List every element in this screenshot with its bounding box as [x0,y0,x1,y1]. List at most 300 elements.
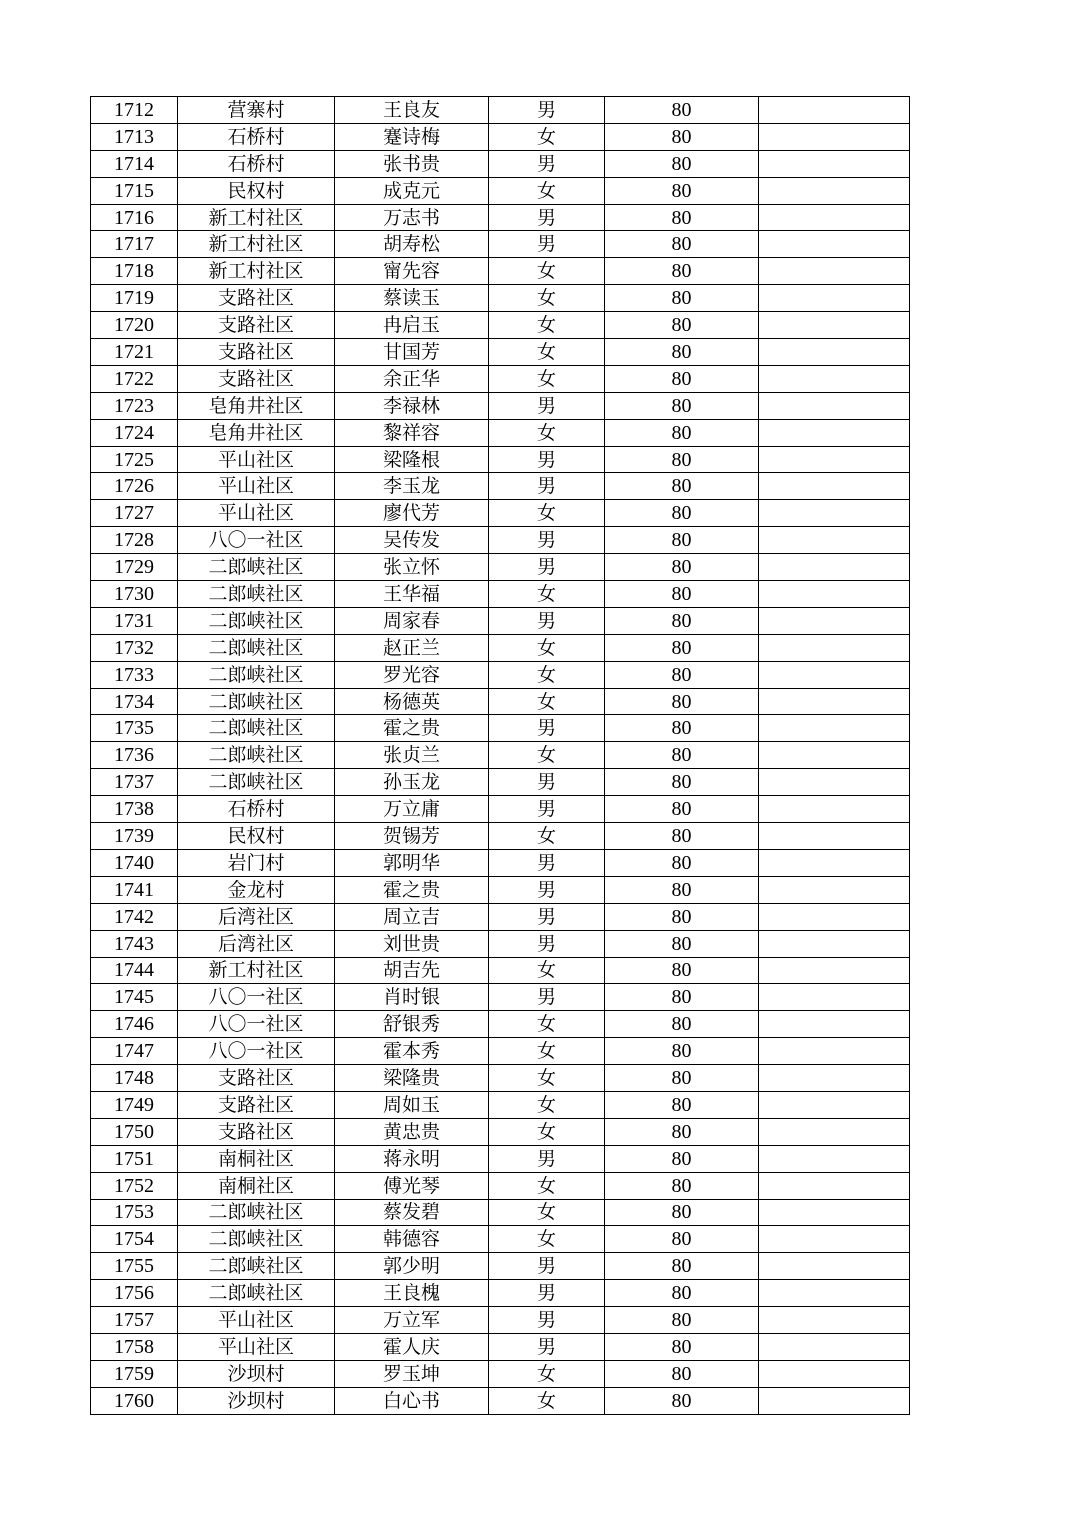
cell-remark [759,527,910,554]
table-row [91,1280,910,1307]
cell-remark [759,1333,910,1360]
cell-index: 1739 [91,823,178,850]
cell-name: 周如玉 [335,1091,489,1118]
cell-community: 平山社区 [178,1307,335,1334]
cell-gender: 女 [489,312,605,339]
cell-score: 80 [605,554,759,581]
table-row [91,769,910,796]
table-row [91,123,910,150]
cell-community: 新工村社区 [178,231,335,258]
cell-community: 沙坝村 [178,1360,335,1387]
cell-gender: 男 [489,1307,605,1334]
cell-remark [759,1253,910,1280]
cell-name: 杨德英 [335,688,489,715]
cell-score: 80 [605,312,759,339]
cell-remark [759,123,910,150]
records-table-body [91,97,910,1415]
cell-score: 80 [605,1360,759,1387]
cell-name: 霍本秀 [335,1038,489,1065]
cell-remark [759,957,910,984]
cell-index: 1757 [91,1307,178,1334]
cell-remark [759,1145,910,1172]
cell-score: 80 [605,823,759,850]
table-row [91,473,910,500]
cell-gender: 男 [489,231,605,258]
cell-community: 营寨村 [178,97,335,124]
cell-community: 后湾社区 [178,930,335,957]
cell-remark [759,742,910,769]
cell-index: 1722 [91,365,178,392]
cell-community: 支路社区 [178,339,335,366]
table-row [91,1333,910,1360]
cell-remark [759,150,910,177]
table-row [91,446,910,473]
cell-remark [759,876,910,903]
table-row [91,97,910,124]
cell-remark [759,581,910,608]
table-row [91,634,910,661]
cell-community: 支路社区 [178,365,335,392]
cell-name: 蔡读玉 [335,285,489,312]
cell-gender: 男 [489,554,605,581]
cell-name: 孙玉龙 [335,769,489,796]
cell-name: 韩德容 [335,1226,489,1253]
table-row [91,231,910,258]
cell-index: 1730 [91,581,178,608]
cell-index: 1735 [91,715,178,742]
cell-community: 石桥村 [178,796,335,823]
cell-community: 民权村 [178,177,335,204]
cell-gender: 男 [489,769,605,796]
cell-name: 罗光容 [335,661,489,688]
cell-name: 郭明华 [335,849,489,876]
cell-score: 80 [605,1387,759,1414]
cell-remark [759,1199,910,1226]
cell-score: 80 [605,581,759,608]
cell-gender: 女 [489,1172,605,1199]
cell-score: 80 [605,742,759,769]
cell-remark [759,634,910,661]
table-row [91,903,910,930]
cell-gender: 男 [489,1280,605,1307]
cell-gender: 女 [489,957,605,984]
cell-gender: 女 [489,1091,605,1118]
cell-community: 二郎峡社区 [178,1199,335,1226]
cell-score: 80 [605,1145,759,1172]
cell-name: 肖时银 [335,984,489,1011]
cell-gender: 女 [489,688,605,715]
cell-index: 1756 [91,1280,178,1307]
cell-remark [759,312,910,339]
table-row [91,365,910,392]
cell-community: 二郎峡社区 [178,1226,335,1253]
cell-name: 王华福 [335,581,489,608]
table-row [91,1253,910,1280]
cell-score: 80 [605,150,759,177]
cell-index: 1747 [91,1038,178,1065]
cell-index: 1728 [91,527,178,554]
cell-community: 支路社区 [178,1118,335,1145]
cell-community: 皂角井社区 [178,392,335,419]
cell-score: 80 [605,1091,759,1118]
table-row [91,1360,910,1387]
cell-index: 1732 [91,634,178,661]
table-row [91,957,910,984]
cell-community: 八〇一社区 [178,527,335,554]
cell-score: 80 [605,661,759,688]
cell-gender: 女 [489,339,605,366]
cell-score: 80 [605,1118,759,1145]
cell-gender: 女 [489,1118,605,1145]
cell-remark [759,1280,910,1307]
cell-score: 80 [605,796,759,823]
cell-score: 80 [605,365,759,392]
cell-name: 胡吉先 [335,957,489,984]
cell-remark [759,688,910,715]
cell-remark [759,204,910,231]
cell-community: 岩门村 [178,849,335,876]
cell-remark [759,930,910,957]
cell-gender: 女 [489,258,605,285]
cell-community: 二郎峡社区 [178,661,335,688]
cell-name: 蹇诗梅 [335,123,489,150]
cell-name: 贺锡芳 [335,823,489,850]
table-row [91,715,910,742]
cell-community: 二郎峡社区 [178,688,335,715]
cell-index: 1744 [91,957,178,984]
cell-remark [759,392,910,419]
cell-index: 1723 [91,392,178,419]
cell-index: 1746 [91,1011,178,1038]
cell-remark [759,285,910,312]
cell-score: 80 [605,1333,759,1360]
cell-community: 新工村社区 [178,204,335,231]
table-row [91,1091,910,1118]
cell-community: 南桐社区 [178,1145,335,1172]
cell-name: 霍之贵 [335,876,489,903]
cell-remark [759,823,910,850]
cell-index: 1759 [91,1360,178,1387]
cell-score: 80 [605,1199,759,1226]
cell-community: 平山社区 [178,500,335,527]
cell-score: 80 [605,527,759,554]
cell-score: 80 [605,1280,759,1307]
cell-index: 1742 [91,903,178,930]
cell-community: 新工村社区 [178,258,335,285]
cell-index: 1752 [91,1172,178,1199]
cell-name: 白心书 [335,1387,489,1414]
cell-score: 80 [605,715,759,742]
cell-score: 80 [605,1038,759,1065]
cell-score: 80 [605,903,759,930]
cell-score: 80 [605,1253,759,1280]
cell-gender: 女 [489,634,605,661]
cell-index: 1721 [91,339,178,366]
cell-name: 罗玉坤 [335,1360,489,1387]
cell-score: 80 [605,607,759,634]
cell-score: 80 [605,634,759,661]
cell-community: 二郎峡社区 [178,1253,335,1280]
cell-community: 平山社区 [178,1333,335,1360]
cell-index: 1750 [91,1118,178,1145]
cell-index: 1751 [91,1145,178,1172]
cell-name: 蔡发碧 [335,1199,489,1226]
table-row [91,392,910,419]
cell-score: 80 [605,473,759,500]
cell-name: 余正华 [335,365,489,392]
cell-gender: 女 [489,285,605,312]
cell-remark [759,1172,910,1199]
cell-index: 1737 [91,769,178,796]
table-row [91,177,910,204]
cell-community: 二郎峡社区 [178,715,335,742]
cell-remark [759,903,910,930]
cell-index: 1719 [91,285,178,312]
cell-gender: 男 [489,607,605,634]
cell-name: 甯先容 [335,258,489,285]
cell-gender: 男 [489,97,605,124]
cell-index: 1755 [91,1253,178,1280]
cell-score: 80 [605,258,759,285]
cell-name: 张书贵 [335,150,489,177]
cell-community: 二郎峡社区 [178,769,335,796]
cell-community: 八〇一社区 [178,1011,335,1038]
cell-remark [759,177,910,204]
cell-remark [759,715,910,742]
cell-gender: 男 [489,715,605,742]
cell-remark [759,1307,910,1334]
cell-name: 李禄林 [335,392,489,419]
cell-remark [759,97,910,124]
cell-index: 1727 [91,500,178,527]
cell-gender: 女 [489,1011,605,1038]
cell-name: 傅光琴 [335,1172,489,1199]
cell-index: 1745 [91,984,178,1011]
cell-index: 1729 [91,554,178,581]
cell-gender: 女 [489,581,605,608]
cell-name: 霍人庆 [335,1333,489,1360]
cell-name: 李玉龙 [335,473,489,500]
cell-gender: 男 [489,1333,605,1360]
table-row [91,581,910,608]
cell-remark [759,849,910,876]
cell-remark [759,1360,910,1387]
cell-remark [759,769,910,796]
cell-community: 支路社区 [178,312,335,339]
cell-name: 周立吉 [335,903,489,930]
cell-name: 舒银秀 [335,1011,489,1038]
cell-gender: 女 [489,1199,605,1226]
cell-gender: 女 [489,1226,605,1253]
table-row [91,823,910,850]
cell-remark [759,231,910,258]
cell-name: 王良友 [335,97,489,124]
cell-index: 1731 [91,607,178,634]
cell-community: 平山社区 [178,446,335,473]
cell-index: 1733 [91,661,178,688]
cell-name: 张立怀 [335,554,489,581]
cell-score: 80 [605,1307,759,1334]
cell-score: 80 [605,339,759,366]
cell-score: 80 [605,97,759,124]
cell-index: 1720 [91,312,178,339]
cell-score: 80 [605,688,759,715]
cell-index: 1736 [91,742,178,769]
cell-gender: 男 [489,849,605,876]
cell-index: 1718 [91,258,178,285]
cell-remark [759,1065,910,1092]
cell-index: 1753 [91,1199,178,1226]
table-row [91,339,910,366]
cell-community: 二郎峡社区 [178,554,335,581]
cell-index: 1748 [91,1065,178,1092]
cell-score: 80 [605,930,759,957]
cell-gender: 女 [489,365,605,392]
cell-index: 1738 [91,796,178,823]
cell-gender: 男 [489,984,605,1011]
table-row [91,1011,910,1038]
cell-name: 郭少明 [335,1253,489,1280]
cell-name: 吴传发 [335,527,489,554]
cell-gender: 女 [489,123,605,150]
cell-index: 1725 [91,446,178,473]
table-row [91,1172,910,1199]
cell-gender: 男 [489,796,605,823]
cell-score: 80 [605,957,759,984]
cell-community: 金龙村 [178,876,335,903]
cell-gender: 男 [489,903,605,930]
cell-index: 1714 [91,150,178,177]
cell-remark [759,473,910,500]
cell-gender: 女 [489,661,605,688]
table-row [91,984,910,1011]
cell-gender: 男 [489,392,605,419]
cell-gender: 男 [489,204,605,231]
cell-index: 1716 [91,204,178,231]
cell-community: 平山社区 [178,473,335,500]
cell-community: 支路社区 [178,1091,335,1118]
cell-name: 万志书 [335,204,489,231]
table-row [91,204,910,231]
cell-score: 80 [605,204,759,231]
cell-score: 80 [605,446,759,473]
cell-score: 80 [605,1065,759,1092]
cell-name: 霍之贵 [335,715,489,742]
table-row [91,742,910,769]
cell-index: 1749 [91,1091,178,1118]
cell-remark [759,554,910,581]
cell-name: 梁隆贵 [335,1065,489,1092]
table-row [91,930,910,957]
cell-gender: 女 [489,1065,605,1092]
cell-name: 赵正兰 [335,634,489,661]
table-row [91,1199,910,1226]
cell-gender: 女 [489,823,605,850]
table-row [91,419,910,446]
cell-score: 80 [605,500,759,527]
cell-community: 二郎峡社区 [178,581,335,608]
cell-community: 二郎峡社区 [178,1280,335,1307]
cell-score: 80 [605,392,759,419]
cell-score: 80 [605,177,759,204]
cell-index: 1743 [91,930,178,957]
cell-remark [759,607,910,634]
cell-remark [759,258,910,285]
cell-remark [759,365,910,392]
cell-gender: 男 [489,1253,605,1280]
cell-remark [759,661,910,688]
table-row [91,849,910,876]
table-row [91,527,910,554]
cell-gender: 女 [489,500,605,527]
cell-community: 二郎峡社区 [178,742,335,769]
cell-remark [759,796,910,823]
table-row [91,150,910,177]
cell-name: 万立庸 [335,796,489,823]
cell-score: 80 [605,231,759,258]
cell-score: 80 [605,849,759,876]
cell-name: 张贞兰 [335,742,489,769]
cell-gender: 女 [489,742,605,769]
cell-gender: 男 [489,527,605,554]
cell-index: 1712 [91,97,178,124]
cell-community: 南桐社区 [178,1172,335,1199]
table-row [91,796,910,823]
cell-index: 1717 [91,231,178,258]
cell-name: 胡寿松 [335,231,489,258]
table-row [91,661,910,688]
cell-name: 甘国芳 [335,339,489,366]
table-row [91,688,910,715]
cell-gender: 男 [489,876,605,903]
cell-index: 1713 [91,123,178,150]
table-row [91,607,910,634]
cell-name: 冉启玉 [335,312,489,339]
cell-score: 80 [605,984,759,1011]
table-row [91,312,910,339]
cell-community: 二郎峡社区 [178,634,335,661]
cell-gender: 男 [489,473,605,500]
cell-community: 八〇一社区 [178,1038,335,1065]
cell-index: 1741 [91,876,178,903]
table-row [91,285,910,312]
cell-remark [759,1118,910,1145]
cell-score: 80 [605,1172,759,1199]
cell-index: 1754 [91,1226,178,1253]
cell-gender: 女 [489,1038,605,1065]
table-row [91,258,910,285]
cell-remark [759,1226,910,1253]
cell-remark [759,984,910,1011]
cell-community: 支路社区 [178,1065,335,1092]
cell-community: 皂角井社区 [178,419,335,446]
cell-name: 黎祥容 [335,419,489,446]
cell-community: 八〇一社区 [178,984,335,1011]
cell-remark [759,1091,910,1118]
cell-name: 廖代芳 [335,500,489,527]
cell-index: 1734 [91,688,178,715]
cell-name: 梁隆根 [335,446,489,473]
table-row [91,1226,910,1253]
cell-remark [759,1011,910,1038]
cell-score: 80 [605,285,759,312]
cell-remark [759,446,910,473]
cell-index: 1760 [91,1387,178,1414]
cell-gender: 女 [489,177,605,204]
cell-name: 刘世贵 [335,930,489,957]
cell-index: 1724 [91,419,178,446]
cell-remark [759,1038,910,1065]
